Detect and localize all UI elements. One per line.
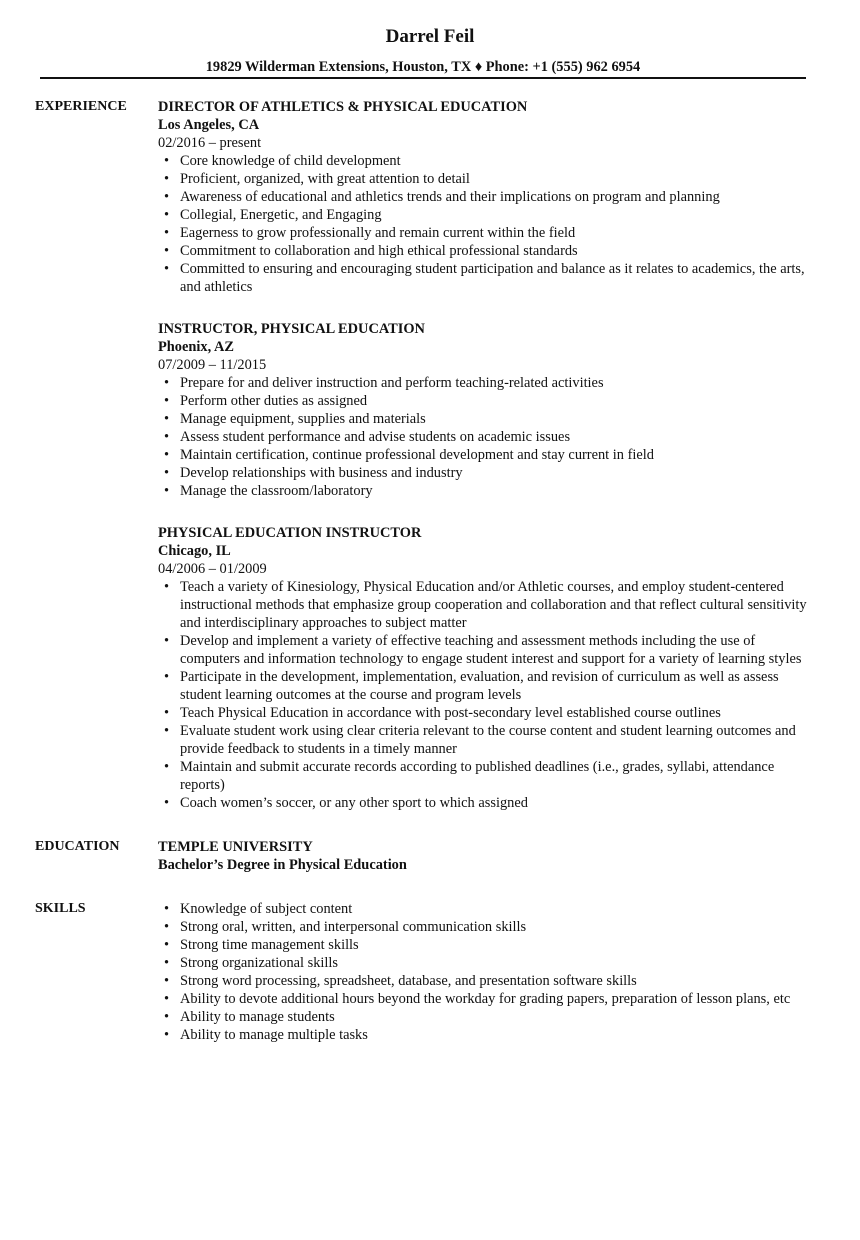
bullet-item: • Participate in the development, implementation, evaluation, and revision of curriculum as well as assess student learning outcomes at the course and program levels bbox=[158, 668, 810, 704]
skill-item: • Strong organizational skills bbox=[158, 954, 810, 972]
bullet-item: • Prepare for and deliver instruction and perform teaching-related activities bbox=[158, 374, 810, 392]
degree: Bachelor’s Degree in Physical Education bbox=[158, 857, 407, 873]
bullet-item: • Maintain and submit accurate records according to published deadlines (i.e., grades, syllabi, attendance reports) bbox=[158, 758, 810, 794]
job-location: Chicago, IL bbox=[158, 543, 231, 559]
experience-section bbox=[35, 98, 810, 812]
candidate-name: Darrel Feil bbox=[385, 26, 475, 47]
job-bullets bbox=[158, 152, 810, 296]
job-location: Phoenix, AZ bbox=[158, 339, 234, 355]
bullet-item: • Evaluate student work using clear criteria relevant to the course content and student learning outcomes and provide feedback to students in a timely manner bbox=[158, 722, 810, 758]
job-entry bbox=[158, 320, 810, 500]
job-dates: 02/2016 – present bbox=[158, 135, 262, 151]
bullet-item: • Collegial, Energetic, and Engaging bbox=[158, 206, 810, 224]
job-bullets bbox=[158, 374, 810, 500]
bullet-item: • Eagerness to grow professionally and remain current within the field bbox=[158, 224, 810, 242]
bullet-item: • Proficient, organized, with great attention to detail bbox=[158, 170, 810, 188]
education-section bbox=[35, 838, 810, 874]
job-dates: 04/2006 – 01/2009 bbox=[158, 561, 267, 577]
job-title: DIRECTOR OF ATHLETICS & PHYSICAL EDUCATION bbox=[158, 99, 528, 115]
bullet-item: • Manage the classroom/laboratory bbox=[158, 482, 810, 500]
bullet-item: • Maintain certification, continue professional development and stay current in field bbox=[158, 446, 810, 464]
job-entry bbox=[158, 98, 810, 296]
bullet-item: • Perform other duties as assigned bbox=[158, 392, 810, 410]
job-location: Los Angeles, CA bbox=[158, 117, 260, 133]
job-dates: 07/2009 – 11/2015 bbox=[158, 357, 267, 373]
bullet-item: • Develop relationships with business and industry bbox=[158, 464, 810, 482]
school-name: TEMPLE UNIVERSITY bbox=[158, 839, 313, 855]
bullet-item: • Core knowledge of child development bbox=[158, 152, 810, 170]
skills-list bbox=[158, 900, 810, 1044]
job-title: INSTRUCTOR, PHYSICAL EDUCATION bbox=[158, 321, 425, 337]
skill-item: • Strong oral, written, and interpersonal communication skills bbox=[158, 918, 810, 936]
resume-content bbox=[35, 98, 810, 1070]
bullet-item: • Manage equipment, supplies and materials bbox=[158, 410, 810, 428]
bullet-item: • Committed to ensuring and encouraging student participation and balance as it relates to academics, the arts, and athletics bbox=[158, 260, 810, 296]
header-divider bbox=[40, 77, 806, 79]
contact-info: 19829 Wilderman Extensions, Houston, TX ♦ Phone: +1 (555) 962 6954 bbox=[205, 59, 641, 75]
job-title: PHYSICAL EDUCATION INSTRUCTOR bbox=[158, 525, 422, 541]
skill-item: • Ability to devote additional hours beyond the workday for grading papers, preparation of lesson plans, etc bbox=[158, 990, 810, 1008]
section-label: EXPERIENCE bbox=[35, 99, 127, 114]
bullet-item: • Assess student performance and advise students on academic issues bbox=[158, 428, 810, 446]
bullet-item: • Commitment to collaboration and high ethical professional standards bbox=[158, 242, 810, 260]
section-label: EDUCATION bbox=[35, 839, 120, 854]
skill-item: • Strong time management skills bbox=[158, 936, 810, 954]
bullet-item: • Coach women’s soccer, or any other sport to which assigned bbox=[158, 794, 810, 812]
bullet-item: • Awareness of educational and athletics trends and their implications on program and planning bbox=[158, 188, 810, 206]
skill-item: • Strong word processing, spreadsheet, database, and presentation software skills bbox=[158, 972, 810, 990]
job-bullets bbox=[158, 578, 810, 812]
section-label: SKILLS bbox=[35, 901, 86, 916]
skills-section bbox=[35, 900, 810, 1044]
bullet-item: • Develop and implement a variety of effective teaching and assessment methods including the use of computers and information technology to engage student interest and support for a variety of learning styles bbox=[158, 632, 810, 668]
skill-item: • Ability to manage students bbox=[158, 1008, 810, 1026]
bullet-item: • Teach a variety of Kinesiology, Physical Education and/or Athletic courses, and employ student-centered instructional methods that emphasize group cooperation and collaboration and that reflect cultural sensitivity and interdisciplinary approaches to subject matter bbox=[158, 578, 810, 632]
skill-item: • Ability to manage multiple tasks bbox=[158, 1026, 810, 1044]
skill-item: • Knowledge of subject content bbox=[158, 900, 810, 918]
jobs-list bbox=[158, 98, 810, 812]
job-entry bbox=[158, 524, 810, 812]
bullet-item: • Teach Physical Education in accordance with post-secondary level established course outlines bbox=[158, 704, 810, 722]
